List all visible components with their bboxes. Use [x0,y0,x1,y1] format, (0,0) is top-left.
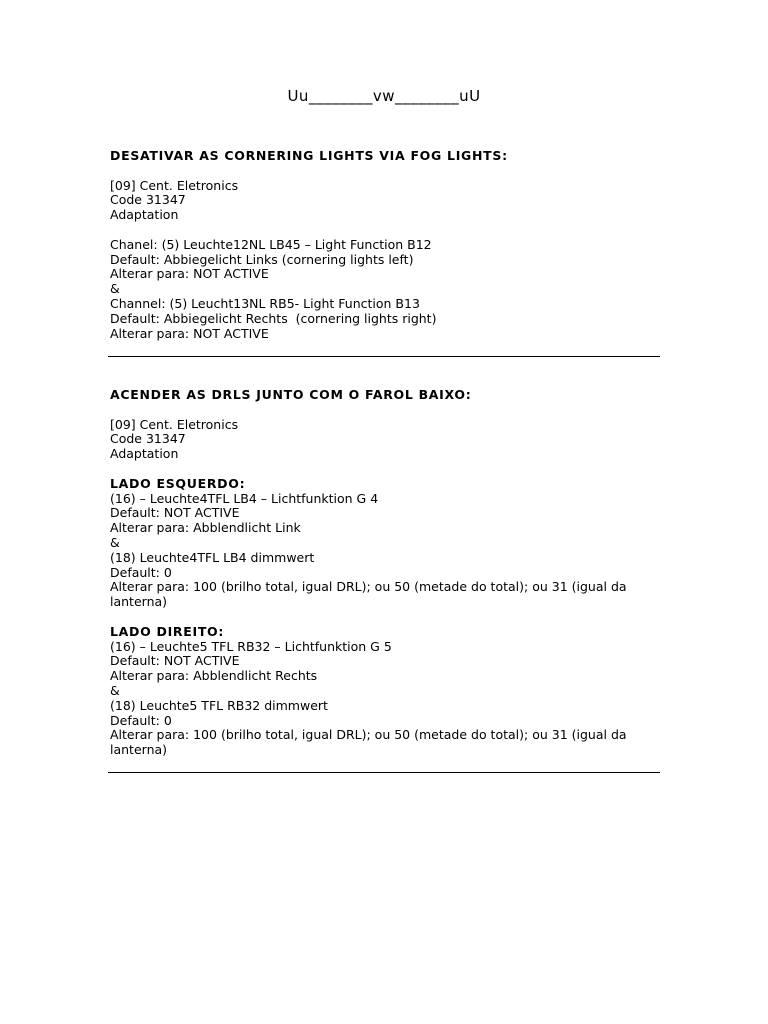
text-line: Default: Abbiegelicht Rechts (cornering lights right) [110,310,437,326]
section-heading: ACENDER AS DRLS JUNTO COM O FAROL BAIXO: [110,387,472,402]
text-line: & [110,534,120,550]
text-line: Default: 0 [110,564,172,580]
text-line: (16) – Leuchte4TFL LB4 – Lichtfunktion G 4 [110,490,379,506]
text-line: (18) Leuchte5 TFL RB32 dimmwert [110,697,328,713]
text-line: & [110,682,120,698]
text-line: Default: NOT ACTIVE [110,505,240,521]
text-line: Alterar para: Abblendlicht Rechts [110,668,318,684]
text-line: Alterar para: NOT ACTIVE [110,266,269,282]
intro-line: Code 31347 [110,431,186,447]
text-line: Chanel: (5) Leuchte12NL LB45 – Light Function B12 [110,236,432,252]
text-line: Alterar para: Abblendlicht Link [110,520,301,536]
text-line: (18) Leuchte4TFL LB4 dimmwert [110,549,315,565]
text-line: Default: NOT ACTIVE [110,653,240,669]
subheading-right-side: LADO DIREITO: [110,623,225,639]
text-line: (16) – Leuchte5 TFL RB32 – Lichtfunktion G 5 [110,638,392,654]
text-line: & [110,281,120,297]
intro-line: Adaptation [110,446,179,462]
text-line: Default: 0 [110,712,172,728]
text-line: Channel: (5) Leucht13NL RB5- Light Function B13 [110,295,420,311]
section-drls [110,388,662,758]
subheading-left-side: LADO ESQUERDO: [110,475,246,491]
text-line: Default: Abbiegelicht Links (cornering lights left) [110,251,414,267]
intro-line: [09] Cent. Eletronics [110,416,239,432]
text-line: Alterar para: 100 (brilho total, igual DRL); ou 50 (metade do total); ou 31 (igual da lanterna) [110,579,631,610]
divider [108,356,660,357]
page-title: Uu________vw________uU [287,87,481,105]
divider [108,772,660,773]
section-heading: DESATIVAR AS CORNERING LIGHTS VIA FOG LIGHTS: [110,148,508,163]
intro-line: [09] Cent. Eletronics [110,177,239,193]
section-cornering-lights [110,149,662,341]
text-line: Alterar para: NOT ACTIVE [110,325,269,341]
text-line: Alterar para: 100 (brilho total, igual DRL); ou 50 (metade do total); ou 31 (igual da lanterna) [110,727,631,758]
intro-line: Adaptation [110,207,179,223]
intro-line: Code 31347 [110,192,186,208]
